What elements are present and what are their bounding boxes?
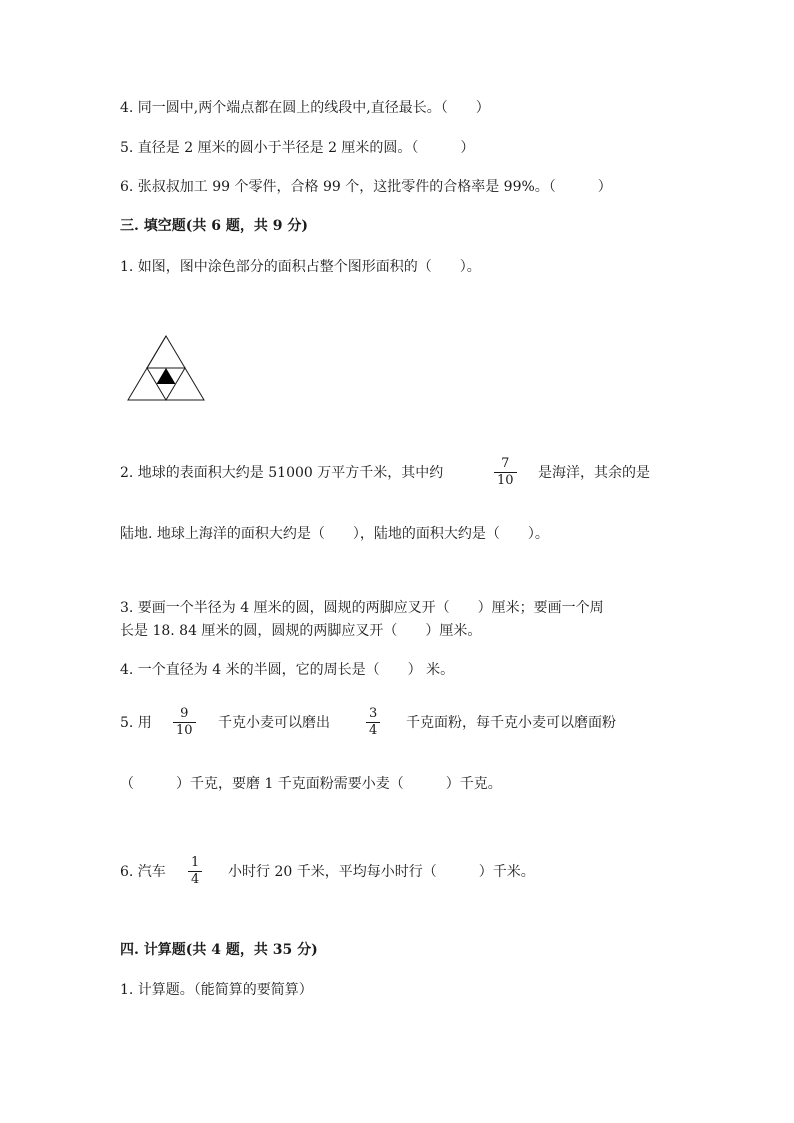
calc-q1: 1. 计算题。（能简算的要简算）	[120, 982, 313, 998]
fill-q5-part-d: （ ）千克，要磨 1 千克面粉需要小麦（ ）千克。	[120, 776, 502, 792]
fill-q6-part-b: 小时行 20 千米，平均每小时行（ ）千米。	[228, 864, 535, 880]
fraction-one-quarter	[188, 855, 202, 888]
fraction-denominator: 4	[366, 722, 380, 739]
fraction-denominator: 10	[173, 722, 196, 739]
calc-heading: 四. 计算题(共 4 题，共 35 分)	[120, 942, 318, 958]
fill-q2-part-a: 2. 地球的表面积大约是 51000 万平方千米，其中约	[120, 465, 444, 481]
fraction-numerator: 7	[501, 456, 510, 471]
fill-q4: 4. 一个直径为 4 米的半圆，它的周长是（ ） 米。	[120, 662, 455, 678]
fraction-denominator: 10	[494, 472, 517, 489]
fill-q2-part-c: 陆地. 地球上海洋的面积大约是（ ），陆地的面积大约是（ ）。	[120, 526, 549, 542]
triangle-figure	[126, 334, 206, 402]
fraction-denominator: 4	[188, 871, 202, 888]
fill-q5-part-c: 千克面粉，每千克小麦可以磨面粉	[406, 715, 616, 731]
judgment-q5: 5. 直径是 2 厘米的圆小于半径是 2 厘米的圆。（ ）	[120, 140, 475, 156]
fraction-nine-tenths	[173, 706, 196, 739]
fraction-numerator: 3	[369, 706, 378, 721]
fill-q5-part-b: 千克小麦可以磨出	[218, 715, 330, 731]
judgment-q6: 6. 张叔叔加工 99 个零件，合格 99 个，这批零件的合格率是 99%。（ ）	[120, 179, 612, 195]
fill-q2-part-b: 是海洋，其余的是	[538, 465, 650, 481]
fraction-seven-tenths	[494, 456, 517, 489]
fill-q3-line1: 3. 要画一个半径为 4 厘米的圆，圆规的两脚应叉开（ ）厘米；要画一个周	[120, 600, 604, 616]
judgment-q4: 4. 同一圆中,两个端点都在圆上的线段中,直径最长。（ ）	[120, 100, 490, 116]
fraction-numerator: 1	[191, 855, 200, 870]
fill-q3-line2: 长是 18. 84 厘米的圆，圆规的两脚应叉开（ ）厘米。	[120, 623, 482, 639]
fill-heading: 三. 填空题(共 6 题，共 9 分)	[120, 218, 308, 234]
fill-q5-part-a: 5. 用	[120, 715, 152, 731]
fill-q6-part-a: 6. 汽车	[120, 864, 166, 880]
fill-q1: 1. 如图，图中涂色部分的面积占整个图形面积的（ ）。	[120, 259, 481, 275]
fraction-numerator: 9	[180, 706, 189, 721]
fraction-three-quarters	[366, 706, 380, 739]
